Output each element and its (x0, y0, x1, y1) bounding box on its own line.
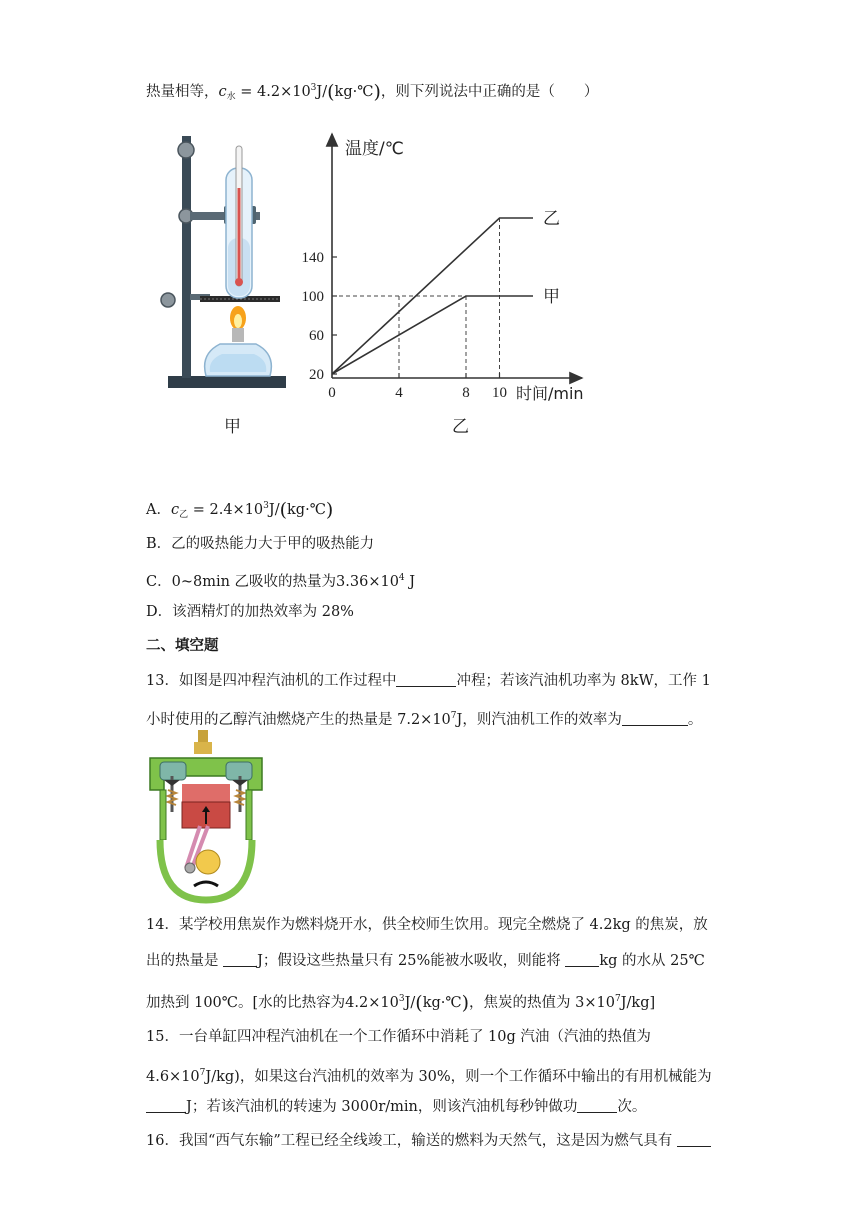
c-water-exp: 3 (310, 83, 317, 93)
q14-line3-val: 4.2×10 (345, 995, 399, 1011)
stand-rod (182, 136, 191, 378)
q14-line2-c: kg 的水从 25℃ (599, 953, 705, 969)
x-tick-label: 10 (492, 385, 507, 401)
figure-right-caption: 乙 (452, 417, 469, 437)
q12-stem: 热量相等，$c_水$ = $4.2\times 10^3J/(kg\cdot℃)$，则下列说法中正确的是（ ） (146, 81, 599, 103)
c-yi-sub: 乙 (179, 510, 189, 520)
x-tick-label: 4 (395, 385, 403, 401)
c-water-unit: J/ (316, 84, 328, 100)
temperature-time-chart (290, 128, 600, 418)
series-line-jia (332, 296, 533, 374)
option-d: D．该酒精灯的加热效率为 28% (146, 604, 354, 620)
q15-blank-1[interactable] (146, 1098, 186, 1113)
option-c (146, 568, 415, 592)
q14-line3-exp2: 7 (614, 994, 621, 1004)
x-tick-label: 8 (462, 385, 470, 401)
q15-line3-a: J；若该汽油机的转速为 3000r/min，则该汽油机每秒钟做功 (186, 1099, 578, 1115)
q13-blank-1[interactable] (396, 672, 456, 687)
y-tick-label: 60 (309, 328, 324, 344)
c-water-eq: = 4.2×10 (240, 84, 311, 100)
q12-stem-prefix: 热量相等， (146, 84, 219, 100)
q16-line1 (146, 1131, 711, 1151)
engine-illustration (146, 728, 266, 904)
option-c-exp: 4 (398, 573, 405, 583)
q14-line3: 加热到 100℃。[水的比热容为$4.2\times 10^3J/(kg\cdot℃)$，焦炭的热值为 $3\times 10^7J/kg$] (146, 992, 656, 1014)
q15-blank-2[interactable] (577, 1098, 617, 1113)
q14-line3-unit-inner: kg·℃ (422, 995, 462, 1011)
y-tick-label: 100 (301, 289, 324, 305)
series-label-jia: 甲 (543, 287, 560, 307)
q14-line2-b: J；假设这些热量只有 25%能被水吸收，则能将 (257, 953, 566, 969)
q12-stem-suffix: ，则下列说法中正确的是（ ） (380, 84, 599, 100)
q15-line2-b: J/kg)，如果这台汽油机的效率为 30%，则一个工作循环中输出的有用机械能为 (205, 1069, 712, 1085)
c-water-symbol: c (218, 84, 227, 100)
q14-line3-unit: J/ (404, 995, 416, 1011)
q15-line2-a: 4.6×10 (146, 1069, 200, 1085)
q14-line2 (146, 951, 705, 971)
option-c-unit: J (404, 574, 416, 590)
figure-left-caption: 甲 (224, 417, 241, 437)
option-a-unit-inner: kg·℃ (287, 502, 326, 518)
option-a-unit: J/ (268, 502, 280, 518)
q14-line1: 14．某学校用焦炭作为燃料烧开水，供全校师生饮用。现完全燃烧了 4.2kg 的焦炭，放 (146, 917, 708, 933)
option-c-value: 3.36×10 (336, 574, 399, 590)
q15-line3-b: 次。 (617, 1099, 647, 1115)
q14-line3-a: 加热到 100℃。[水的比热容为 (146, 995, 346, 1011)
c-water-sub: 水 (226, 92, 236, 102)
q14-line3-b: ，焦炭的热值为 3×10 (469, 995, 615, 1011)
q13-blank-2[interactable] (622, 711, 688, 726)
x-axis-label: 时间/min (516, 384, 584, 403)
option-a-exp: 3 (263, 501, 269, 511)
option-a-eq: = 2.4×10 (192, 502, 264, 518)
q14-blank-1[interactable] (223, 952, 257, 967)
q15-line3 (146, 1097, 646, 1117)
crankshaft (196, 850, 220, 874)
q14-line2-a: 出的热量是 (146, 953, 224, 969)
q16-line1-text: 16．我国“西气东输”工程已经全线竣工，输送的燃料为天然气，这是因为燃气具有 (146, 1133, 677, 1149)
q13-line2-end: 。 (687, 712, 703, 728)
q13-line1 (146, 671, 711, 691)
section-title: 二、填空题 (146, 638, 219, 654)
option-b: B．乙的吸热能力大于甲的吸热能力 (146, 536, 375, 552)
q15-line1: 15．一台单缸四冲程汽油机在一个工作循环中消耗了 10g 汽油（汽油的热值为 (146, 1029, 651, 1045)
y-tick-label: 140 (301, 250, 324, 266)
q13-line2-exp: 7 (450, 711, 457, 721)
q13-line2-b: J，则汽油机工作的效率为 (456, 712, 622, 728)
series-label-yi: 乙 (543, 209, 560, 229)
q13-line1-a: 13．如图是四冲程汽油机的工作过程中 (146, 673, 397, 689)
heating-apparatus-illustration (160, 128, 290, 398)
q14-blank-2[interactable] (565, 952, 599, 967)
x-tick-label: 0 (328, 385, 336, 401)
q14-line3-c: J/kg] (620, 995, 656, 1011)
c-yi-symbol: c (170, 502, 180, 518)
y-tick-label: 20 (309, 367, 324, 383)
q13-line2-a: 小时使用的乙醇汽油燃烧产生的热量是 7.2×10 (146, 712, 451, 728)
q15-line2 (146, 1063, 712, 1087)
option-c-prefix: C．0~8min 乙吸收的热量为 (146, 574, 337, 590)
q13-line2 (146, 706, 702, 730)
q16-blank-1[interactable] (677, 1132, 711, 1147)
c-water-unit-inner: kg·℃ (334, 84, 374, 100)
option-a-label: A． (146, 502, 171, 518)
spark-plug (194, 742, 212, 754)
y-axis-label: 温度/℃ (345, 139, 404, 159)
q15-line2-exp: 7 (199, 1068, 206, 1078)
option-a: A．$c_乙$ = $2.4\times 10^3J/(kg\cdot℃)$ (146, 499, 334, 521)
q14-line3-exp: 3 (398, 994, 405, 1004)
q13-line1-b: 冲程；若该汽油机功率为 8kW，工作 1 (456, 673, 711, 689)
